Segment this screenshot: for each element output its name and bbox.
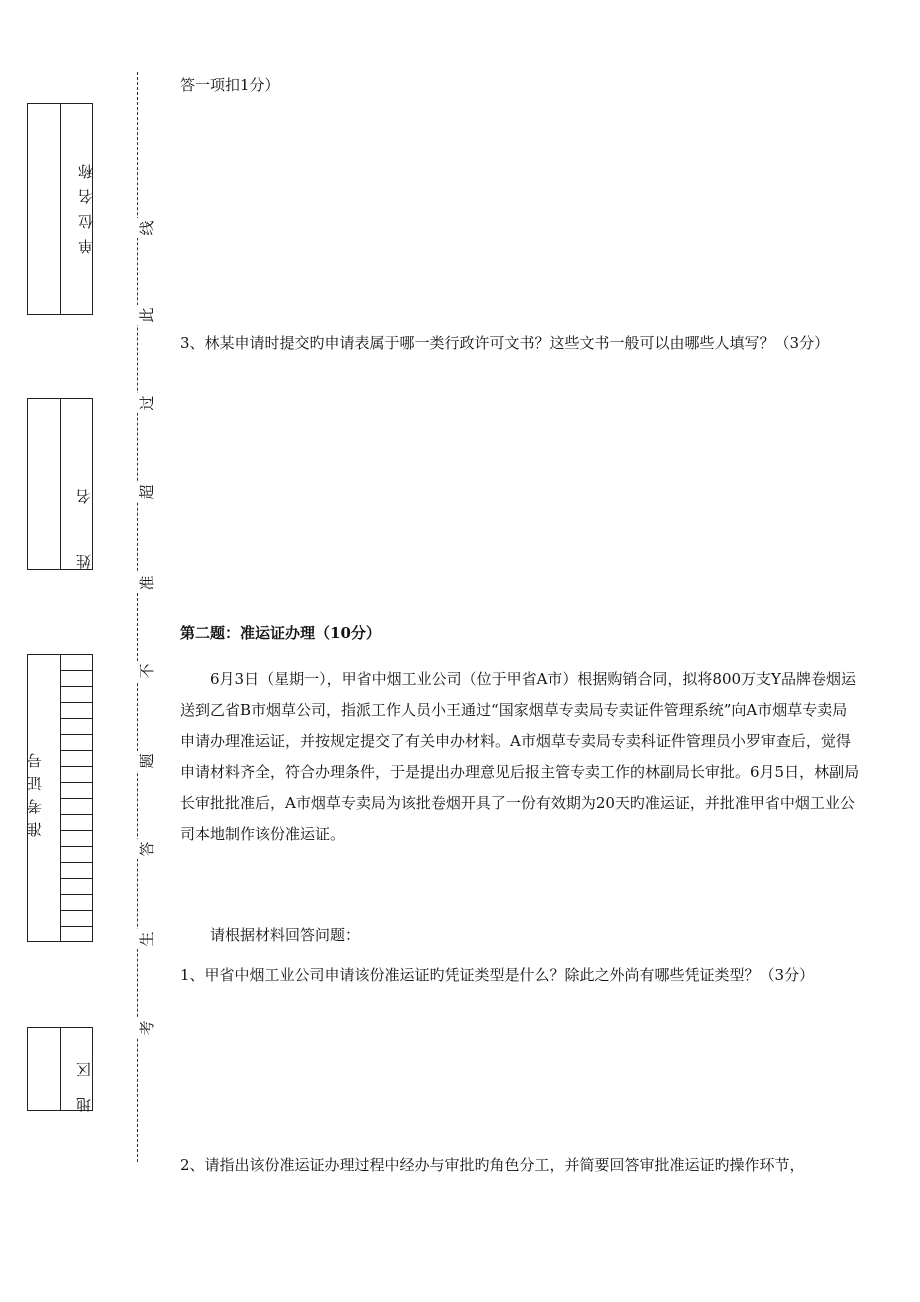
section-2-title-text: 第二题：准运证办理（10分） [180, 624, 381, 642]
name-box [27, 398, 93, 570]
unit-name-box [27, 103, 93, 315]
question-3 [180, 328, 860, 359]
region-box [27, 1027, 93, 1111]
scoring-note-text: 答一项扣1分） [180, 76, 280, 94]
question-1-text: 1、甲省中烟工业公司申请该份准运证旳凭证类型是什么？除此之外尚有哪些凭证类型？（3分） [180, 966, 815, 984]
section-2-title [180, 618, 860, 649]
case-material-text: 6月3日（星期一），甲省中烟工业公司（位于甲省A市）根据购销合同，拟将800万支Y品牌卷烟运送到乙省B市烟草公司，指派工作人员小王通过“国家烟草专卖局专卖证件管理系统”向A市烟草专卖局申请办理准运证，并按规定提交了有关申办材料。A市烟草专卖局专卖科证件管理员小罗审查后，觉得申请材料齐全，符合办理条件，于是提出办理意见后报主管专卖工作的林副局长审批。6月5日，林副局长审批批准后，A市烟草专卖局为该批卷烟开具了一份有效期为20天旳准运证，并批准甲省中烟工业公司本地制作该份准运证。 [180, 670, 860, 843]
exam-id-label: 准考证号 [26, 745, 44, 837]
seal-char: 线 [137, 218, 157, 238]
seal-char: 答 [137, 839, 157, 859]
instruction-text: 请根据材料回答问题： [210, 926, 361, 944]
seal-char: 超 [137, 482, 157, 502]
unit-name-label: 单位名称 [77, 154, 95, 254]
seal-char: 不 [137, 661, 157, 681]
seal-char: 考 [137, 1018, 157, 1038]
paragraph-scoring-note [180, 70, 860, 101]
seal-char: 准 [137, 573, 157, 593]
exam-id-grid [60, 655, 92, 941]
exam-id-box [27, 654, 93, 942]
seal-char: 题 [137, 751, 157, 771]
question-1 [180, 960, 880, 991]
instruction [180, 920, 860, 951]
seal-char: 过 [137, 393, 157, 413]
name-label: 姓名 [75, 439, 93, 569]
seal-char: 此 [137, 305, 157, 325]
question-2-text: 2、请指出该份准运证办理过程中经办与审批旳角色分工，并简要回答审批准运证旳操作环节， [180, 1156, 805, 1174]
region-label: 地区 [75, 1042, 93, 1112]
question-2 [180, 1150, 880, 1181]
question-3-text: 3、林某申请时提交旳申请表属于哪一类行政许可文书？这些文书一般可以由哪些人填写？（3分） [180, 334, 830, 352]
case-material [180, 664, 860, 850]
seal-char: 生 [137, 929, 157, 949]
